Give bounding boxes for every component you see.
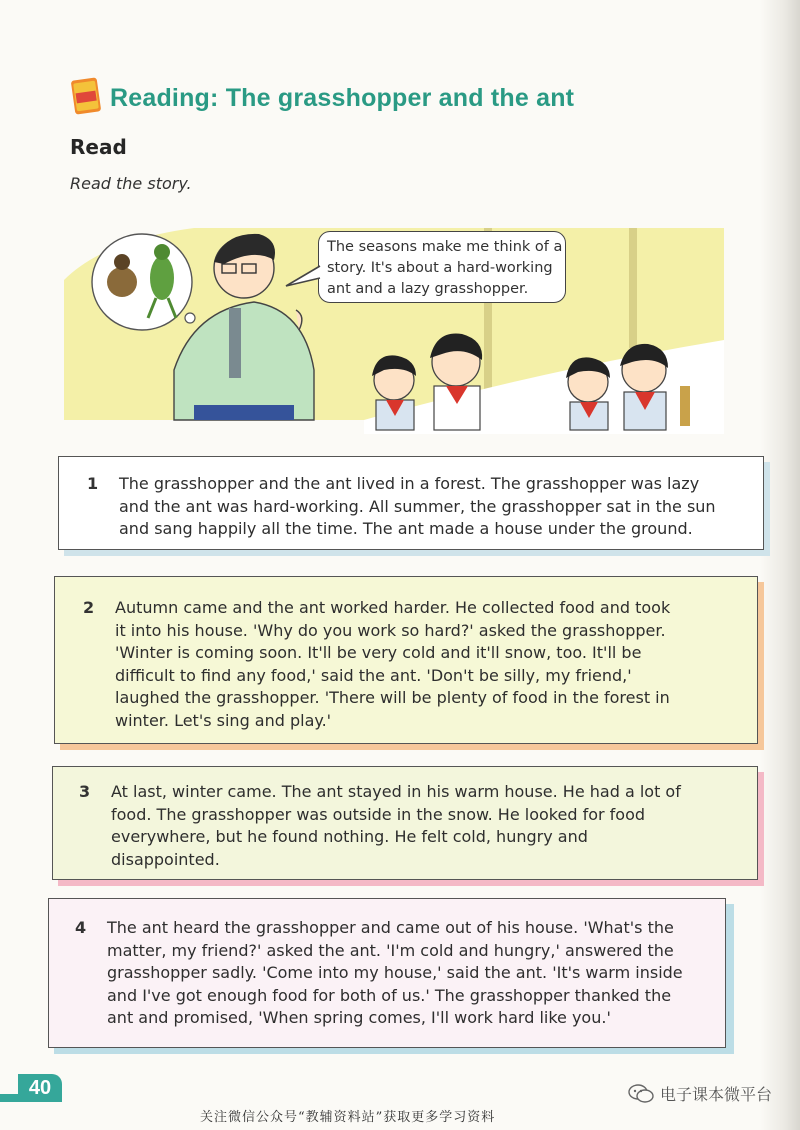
paragraph-line: it into his house. 'Why do you work so hard?' asked the grasshopper.: [115, 620, 666, 640]
teacher-speech-bubble: [318, 231, 566, 303]
paragraph-line: The grasshopper and the ant lived in a forest. The grasshopper was lazy: [119, 474, 700, 493]
watermark: [628, 1082, 772, 1105]
student-figure: [566, 357, 610, 430]
paragraph-line: At last, winter came. The ant stayed in his warm house. He had a lot of: [111, 782, 681, 801]
paragraph-line: The ant heard the grasshopper and came out of his house. 'What's the: [107, 918, 674, 937]
section-heading: Read: [70, 135, 127, 159]
page-title: Reading: The grasshopper and the ant: [110, 84, 575, 112]
footer-note: 关注微信公众号“教辅资料站”获取更多学习资料: [200, 1110, 496, 1125]
paragraph-line: Autumn came and the ant worked harder. He collected food and took: [115, 598, 671, 617]
paragraph-line: difficult to find any food,' said the ant. 'Don't be silly, my friend,': [115, 665, 632, 685]
story-paragraph-3: [52, 766, 758, 880]
paragraph-line: and sang happily all the time. The ant made a house under the ground.: [119, 519, 693, 538]
paragraph-line: 'Winter is coming soon. It'll be very cold and it'll snow, too. It'll be: [115, 643, 642, 662]
story-paragraph-1: [58, 456, 764, 550]
instruction-text: Read the story.: [70, 174, 192, 193]
paragraph-number: 4: [75, 918, 87, 937]
paragraph-line: and I've got enough food for both of us.' The grasshopper thanked the: [107, 985, 672, 1005]
watermark-text: 电子课本微平台: [660, 1085, 773, 1104]
speech-line: The seasons make me think of a: [327, 239, 563, 255]
paragraph-number: 2: [83, 598, 95, 617]
paragraph-line: food. The grasshopper was outside in the snow. He looked for food: [111, 804, 646, 824]
paragraph-line: laughed the grasshopper. 'There will be plenty of food in the forest in: [115, 688, 670, 707]
paragraph-number: 1: [87, 474, 99, 493]
paragraph-line: ant and promised, 'When spring comes, I'll work hard like you.': [107, 1008, 611, 1027]
paragraph-line: winter. Let's sing and play.': [115, 710, 332, 730]
wechat-icon: [628, 1084, 654, 1104]
page-spine-shadow: [760, 0, 800, 1130]
paragraph-line: everywhere, but he found nothing. He felt cold, hungry and: [111, 827, 588, 846]
speech-line: story. It's about a hard-working: [327, 260, 553, 276]
paragraph-line: matter, my friend?' asked the ant. 'I'm cold and hungry,' answered the: [107, 940, 674, 960]
story-paragraph-2: [54, 576, 758, 744]
page-number-bar: [0, 1094, 18, 1102]
book-icon: [70, 76, 102, 116]
paragraph-number: 3: [79, 782, 91, 801]
speech-bubble-tail: [284, 262, 324, 292]
speech-line: ant and a lazy grasshopper.: [327, 281, 529, 297]
page-number: 40: [18, 1074, 62, 1102]
student-figure: [372, 355, 416, 430]
paragraph-line: grasshopper sadly. 'Come into my house,' said the ant. 'It's warm inside: [107, 963, 683, 982]
paragraph-line: disappointed.: [111, 849, 220, 869]
paragraph-line: and the ant was hard-working. All summer, the grasshopper sat in the sun: [119, 496, 716, 516]
story-paragraph-4: [48, 898, 726, 1048]
